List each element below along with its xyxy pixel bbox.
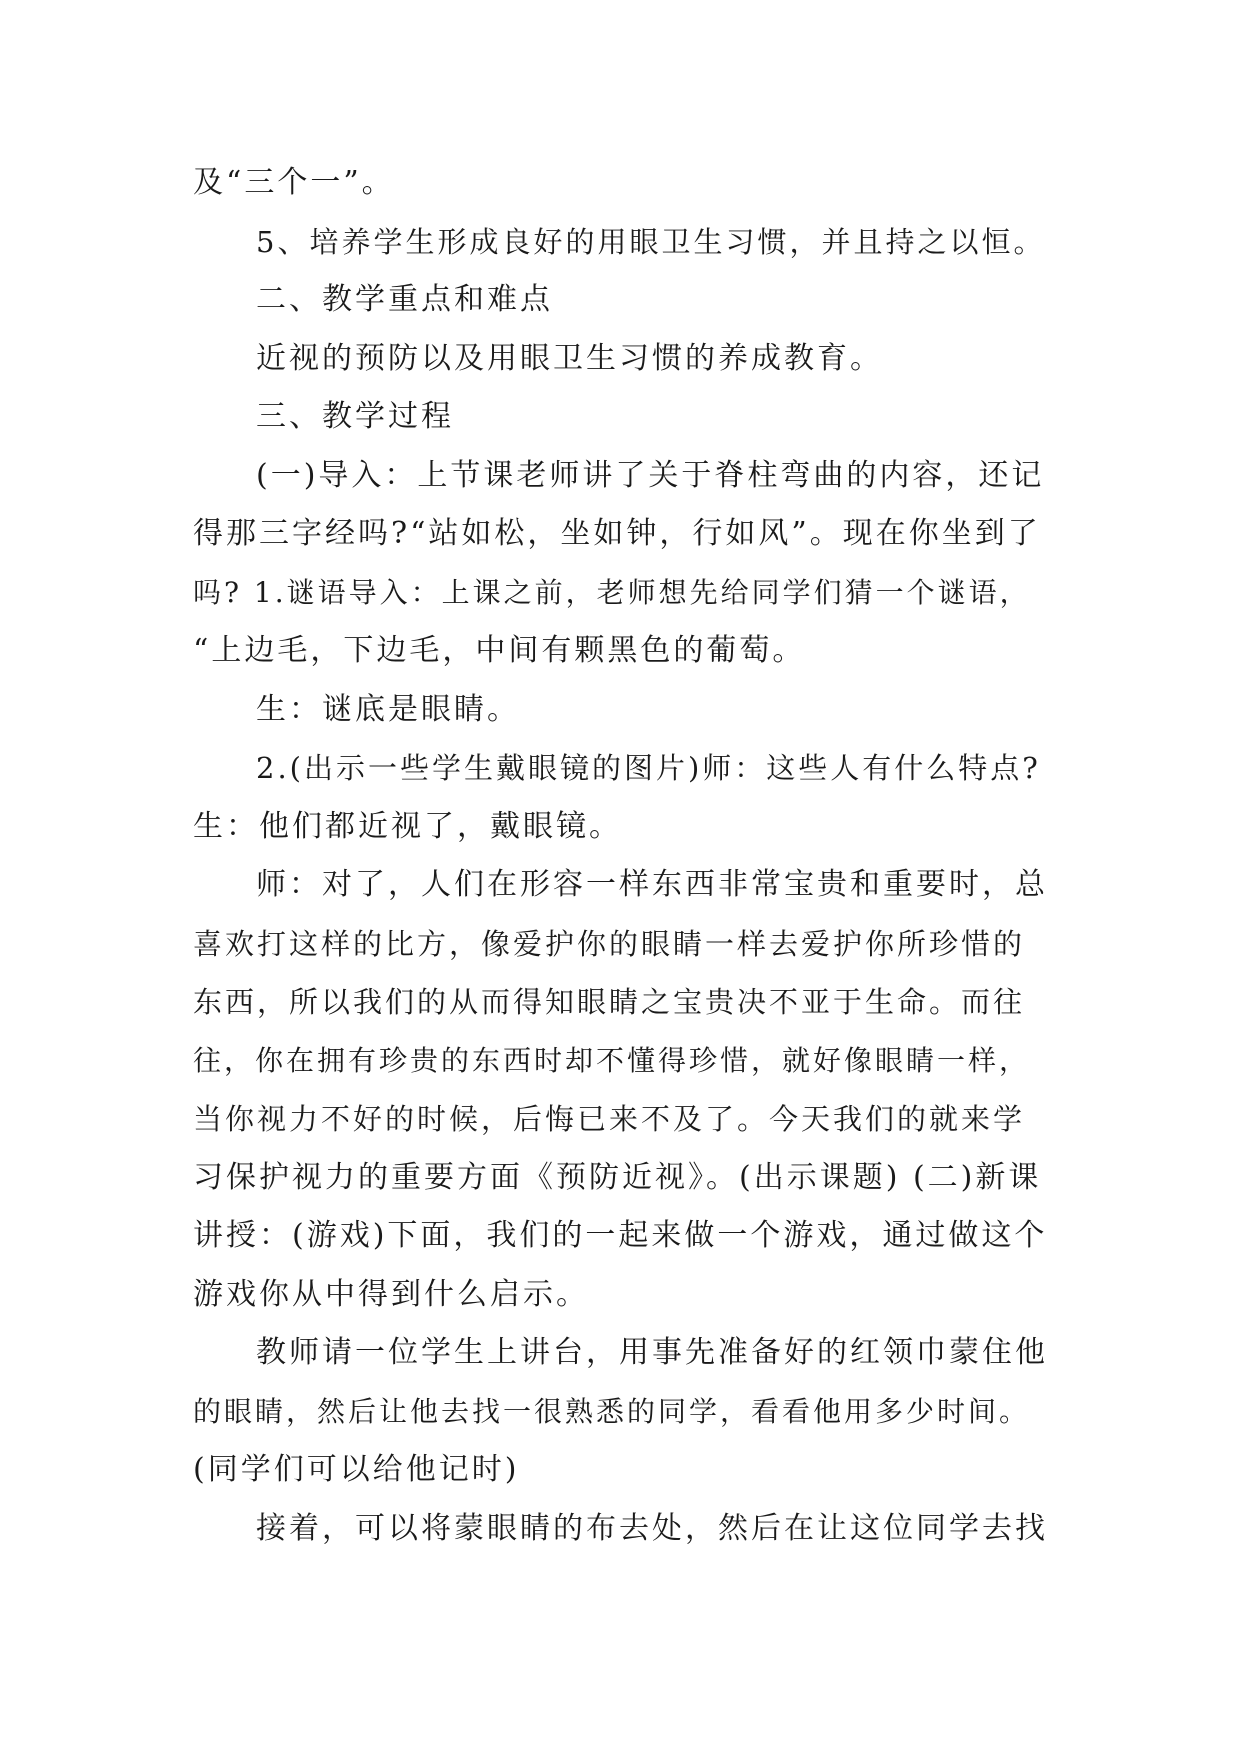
- text-line: 讲授：(游戏)下面，我们的一起来做一个游戏，通过做这个: [193, 1218, 1048, 1253]
- text-line: 师：对了，人们在形容一样东西非常宝贵和重要时，总: [256, 867, 1048, 902]
- text-line: 东西，所以我们的从而得知眼睛之宝贵决不亚于生命。而往: [193, 985, 1026, 1019]
- text-line: 当你视力不好的时候，后悔已来不及了。今天我们的就来学: [193, 1102, 1026, 1136]
- text-line: 教师请一位学生上讲台，用事先准备好的红领巾蒙住他: [256, 1335, 1048, 1370]
- text-line: 习保护视力的重要方面《预防近视》。(出示课题) (二)新课: [193, 1160, 1042, 1195]
- text-line: 得那三字经吗?“站如松，坐如钟，行如风”。现在你坐到了: [193, 516, 1041, 551]
- text-line: 接着，可以将蒙眼睛的布去处，然后在让这位同学去找: [256, 1511, 1048, 1546]
- text-line: 2.(出示一些学生戴眼镜的图片)师：这些人有什么特点?: [256, 751, 1041, 785]
- text-line: 近视的预防以及用眼卫生习惯的养成教育。: [256, 341, 883, 376]
- section-heading: 二、教学重点和难点: [256, 282, 553, 317]
- text-line: 及“三个一”。: [193, 165, 395, 200]
- text-line: 生：他们都近视了，戴眼镜。: [193, 809, 622, 844]
- text-line: (同学们可以给他记时): [193, 1452, 520, 1487]
- text-line: “上边毛，下边毛，中间有颗黑色的葡萄。: [193, 633, 806, 668]
- text-line: 的眼睛，然后让他去找一很熟悉的同学，看看他用多少时间。: [193, 1395, 1031, 1428]
- text-line: 往，你在拥有珍贵的东西时却不懂得珍惜，就好像眼睛一样，: [193, 1044, 1031, 1077]
- text-line: 生：谜底是眼睛。: [256, 692, 520, 727]
- text-line: 吗? 1.谜语导入：上课之前，老师想先给同学们猜一个谜语，: [193, 576, 1031, 609]
- text-line: 5、培养学生形成良好的用眼卫生习惯，并且持之以恒。: [256, 225, 1046, 259]
- text-line: 喜欢打这样的比方，像爱护你的眼睛一样去爱护你所珍惜的: [193, 927, 1026, 961]
- text-line: 游戏你从中得到什么启示。: [193, 1277, 589, 1312]
- text-line: (一)导入：上节课老师讲了关于脊柱弯曲的内容，还记: [256, 458, 1045, 493]
- section-heading: 三、教学过程: [256, 399, 454, 434]
